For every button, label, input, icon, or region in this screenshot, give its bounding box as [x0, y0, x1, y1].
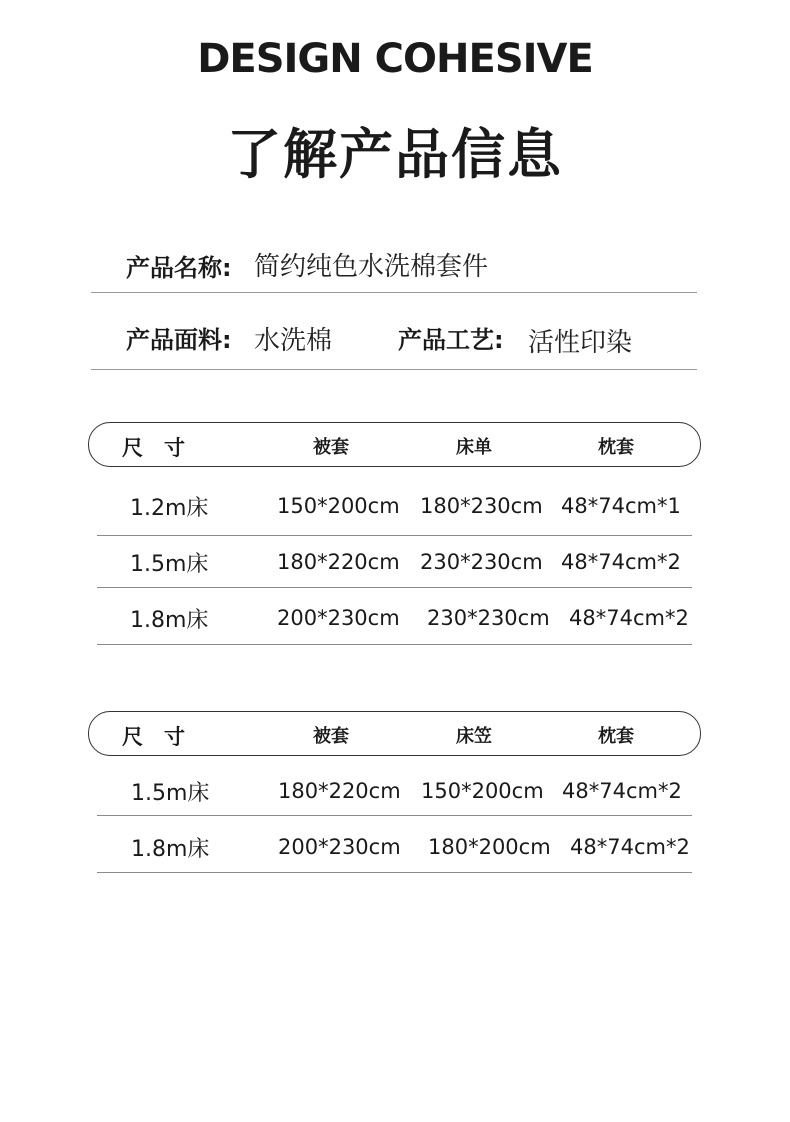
row-divider [97, 872, 692, 873]
table2-row1-pillowcase: 48*74cm*2 [562, 779, 682, 803]
table1-header-pillowcase: 枕套 [598, 437, 634, 458]
table2-header-fitted-sheet: 床笠 [456, 726, 492, 747]
table2-header-size: 尺 寸 [122, 725, 185, 749]
product-craft-label: 产品工艺: [398, 326, 504, 354]
table1-row1-size: 1.2m床 [130, 496, 209, 521]
product-fabric-label: 产品面料: [126, 326, 232, 354]
table1-row3-size: 1.8m床 [130, 608, 209, 633]
table1-row1-sheet: 180*230cm [420, 494, 543, 518]
table1-row2-sheet: 230*230cm [420, 550, 543, 574]
table1-header-duvet: 被套 [313, 437, 349, 458]
row-divider [97, 587, 692, 588]
divider [91, 369, 697, 370]
divider [91, 292, 697, 293]
product-craft-value: 活性印染 [528, 328, 633, 358]
table1-row2-pillowcase: 48*74cm*2 [561, 550, 681, 574]
table2-row2-size: 1.8m床 [131, 837, 210, 862]
product-name-value: 简约纯色水洗棉套件 [254, 252, 489, 282]
page-title: 了解产品信息 [227, 123, 563, 186]
table1-header-size: 尺 寸 [122, 436, 185, 460]
table1-row1-duvet: 150*200cm [277, 494, 400, 518]
table1-row2-duvet: 180*220cm [277, 550, 400, 574]
table1-row3-duvet: 200*230cm [277, 606, 400, 630]
table1-row3-sheet: 230*230cm [427, 606, 550, 630]
table2-row1-fitted-sheet: 150*200cm [421, 779, 544, 803]
table2-header-pillowcase: 枕套 [598, 726, 634, 747]
table2-header-duvet: 被套 [313, 726, 349, 747]
row-divider [97, 815, 692, 816]
table2-row1-duvet: 180*220cm [278, 779, 401, 803]
product-name-label: 产品名称: [126, 254, 232, 282]
table1-row3-pillowcase: 48*74cm*2 [569, 606, 689, 630]
table2-row2-duvet: 200*230cm [278, 835, 401, 859]
product-fabric-value: 水洗棉 [254, 326, 333, 356]
table1-row2-size: 1.5m床 [130, 552, 209, 577]
table2-row1-size: 1.5m床 [131, 781, 210, 806]
title-en: DESIGN COHESIVE [197, 36, 593, 82]
table1-row1-pillowcase: 48*74cm*1 [561, 494, 681, 518]
table1-header-sheet: 床单 [456, 437, 492, 458]
table2-row2-pillowcase: 48*74cm*2 [570, 835, 690, 859]
table2-row2-fitted-sheet: 180*200cm [428, 835, 551, 859]
row-divider [97, 535, 692, 536]
row-divider [97, 644, 692, 645]
